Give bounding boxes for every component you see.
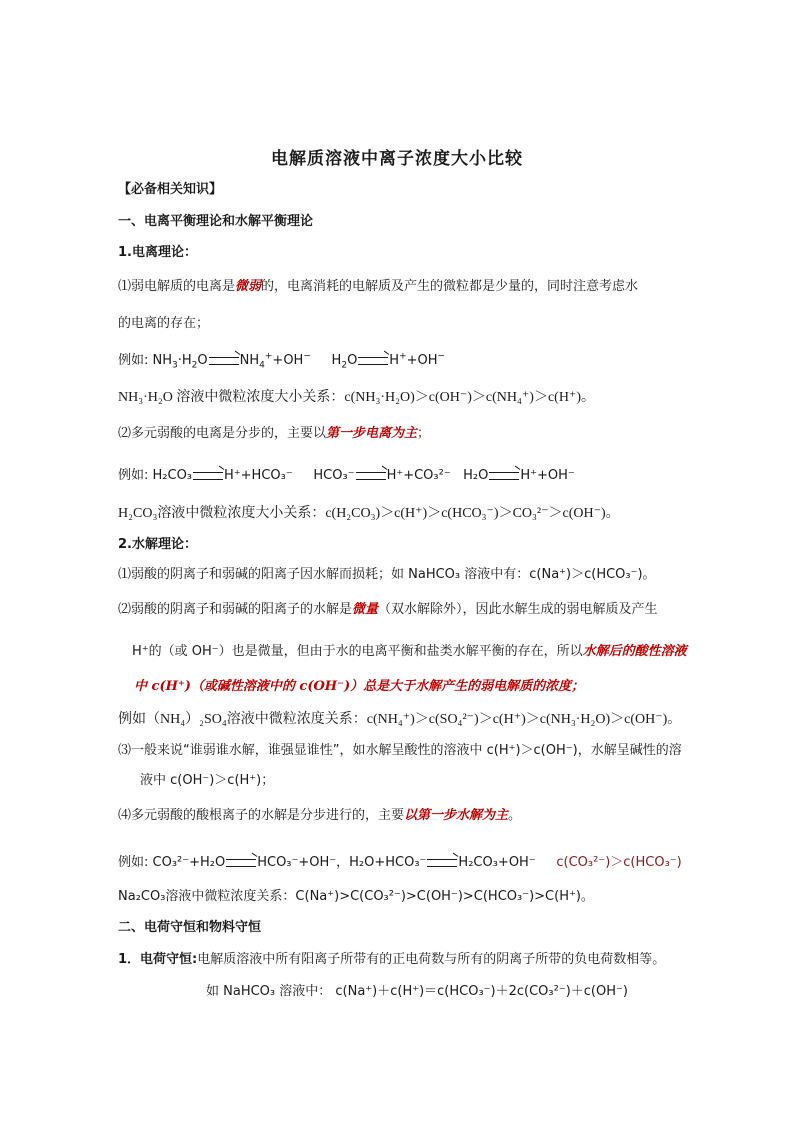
emphasis-weak: 微弱 xyxy=(235,279,262,294)
paragraph-hydrolysis-2-emphasis: 中 c(H⁺)（或碱性溶液中的 c(OH⁻)）总是大于水解产生的弱电解质的浓度； xyxy=(134,679,585,694)
emphasis-first-hydrolysis: 以第一步水解为主 xyxy=(404,808,509,823)
paragraph-ionization-2: ⑵多元弱酸的电离是分步的，主要以第一步电离为主； xyxy=(118,426,431,441)
equilibrium-arrow-icon xyxy=(193,472,223,480)
paragraph-ionization-1-cont: 的电离的存在； xyxy=(118,316,210,331)
paragraph-ionization-1: ⑴弱电解质的电离是微弱的，电离消耗的电解质及产生的微粒都是少量的，同时注意考虑水 xyxy=(118,279,639,294)
page-title: 电解质溶液中离子浓度大小比较 xyxy=(271,149,523,169)
emphasis-trace: 微量 xyxy=(352,602,379,617)
equilibrium-arrow-icon xyxy=(356,472,386,480)
charge-conservation-example: 如 NaHCO₃ 溶液中： c(Na⁺)＋c(H⁺)＝c(HCO₃⁻)＋2c(CO₃²⁻)＋c(OH⁻) xyxy=(206,984,628,999)
subheading-ionization: 1.电离理论： xyxy=(118,245,197,260)
paragraph-hydrolysis-2-cont: H⁺的（或 OH⁻）也是微量，但由于水的电离平衡和盐类水解平衡的存在，所以水解后的酸性溶液 xyxy=(132,644,687,659)
part2-heading: 二、电荷守恒和物料守恒 xyxy=(118,920,262,935)
paragraph-hydrolysis-4: ⑷多元弱酸的酸根离子的水解是分步进行的，主要以第一步水解为主。 xyxy=(118,808,522,823)
relation-sodium-carbonate: Na₂CO₃溶液中微粒浓度关系：C(Na⁺)>C(CO₃²⁻)>C(OH⁻)>C(HCO₃⁻)>C(H⁺)。 xyxy=(118,889,594,904)
relation-h2co3: H₂CO₃溶液中微粒浓度大小关系：c(H₂CO₃)＞c(H⁺)＞c(HCO₃⁻)＞CO₃²⁻＞c(OH⁻)。 xyxy=(118,506,620,521)
relation-nh3: NH₃·H₂O 溶液中微粒浓度大小关系：c(NH₃·H₂O)＞c(OH⁻)＞c(NH₄⁺)＞c(H⁺)。 xyxy=(118,390,595,405)
paragraph-hydrolysis-3: ⑶一般来说“谁弱谁水解，谁强显谁性”，如水解呈酸性的溶液中 c(H⁺)＞c(OH⁻)，水解呈碱性的溶 xyxy=(118,743,682,758)
example-nh3-ionization: 例如: $NH_3\cdot H_2O$ $NH_4^++OH^-$ $H_2O$ H++OH− xyxy=(118,351,446,371)
part1-heading: 一、电离平衡理论和水解平衡理论 xyxy=(118,214,314,229)
equilibrium-arrow-icon xyxy=(427,859,457,867)
paragraph-hydrolysis-1: ⑴弱酸的阴离子和弱碱的阳离子因水解而损耗；如 NaHCO₃ 溶液中有：c(Na⁺)＞c(HCO₃⁻)。 xyxy=(118,567,656,582)
example-h2co3-ionization: 例如: H₂CO₃ H⁺+HCO₃⁻ HCO₃⁻ H⁺+CO₃²⁻ H₂O H⁺+OH⁻ xyxy=(118,468,575,483)
example-carbonate-hydrolysis: 例如: CO₃²⁻+H₂O HCO₃⁻+OH⁻，H₂O+HCO₃⁻ H₂CO₃+OH⁻ c(CO₃²⁻)＞c(HCO₃⁻) xyxy=(118,855,682,870)
subheading-hydrolysis: 2.水解理论： xyxy=(118,537,197,552)
equilibrium-arrow-icon xyxy=(226,859,256,867)
relation-ammonium-sulfate: 例如（NH₄）₂SO₄溶液中微粒浓度关系：c(NH₄⁺)＞c(SO₄²⁻)＞c(H⁺)＞c(NH₃·H₂O)＞c(OH⁻)。 xyxy=(118,712,682,727)
section-header: 【必备相关知识】 xyxy=(118,182,223,197)
equilibrium-arrow-icon xyxy=(489,472,519,480)
emphasis-first-step: 第一步电离为主 xyxy=(326,426,418,441)
paragraph-hydrolysis-2: ⑵弱酸的阴离子和弱碱的阳离子的水解是微量（双水解除外），因此水解生成的弱电解质及产生 xyxy=(118,602,658,617)
charge-conservation: 1．电荷守恒:电解质溶液中所有阳离子所带有的正电荷数与所有的阴离子所带的负电荷数相等。 xyxy=(118,952,666,967)
paragraph-hydrolysis-3-cont: 液中 c(OH⁻)＞c(H⁺)； xyxy=(140,773,275,788)
equilibrium-arrow-icon xyxy=(209,357,239,365)
relation-carbonate-highlight: c(CO₃²⁻)＞c(HCO₃⁻) xyxy=(556,855,682,870)
equilibrium-arrow-icon xyxy=(358,357,388,365)
